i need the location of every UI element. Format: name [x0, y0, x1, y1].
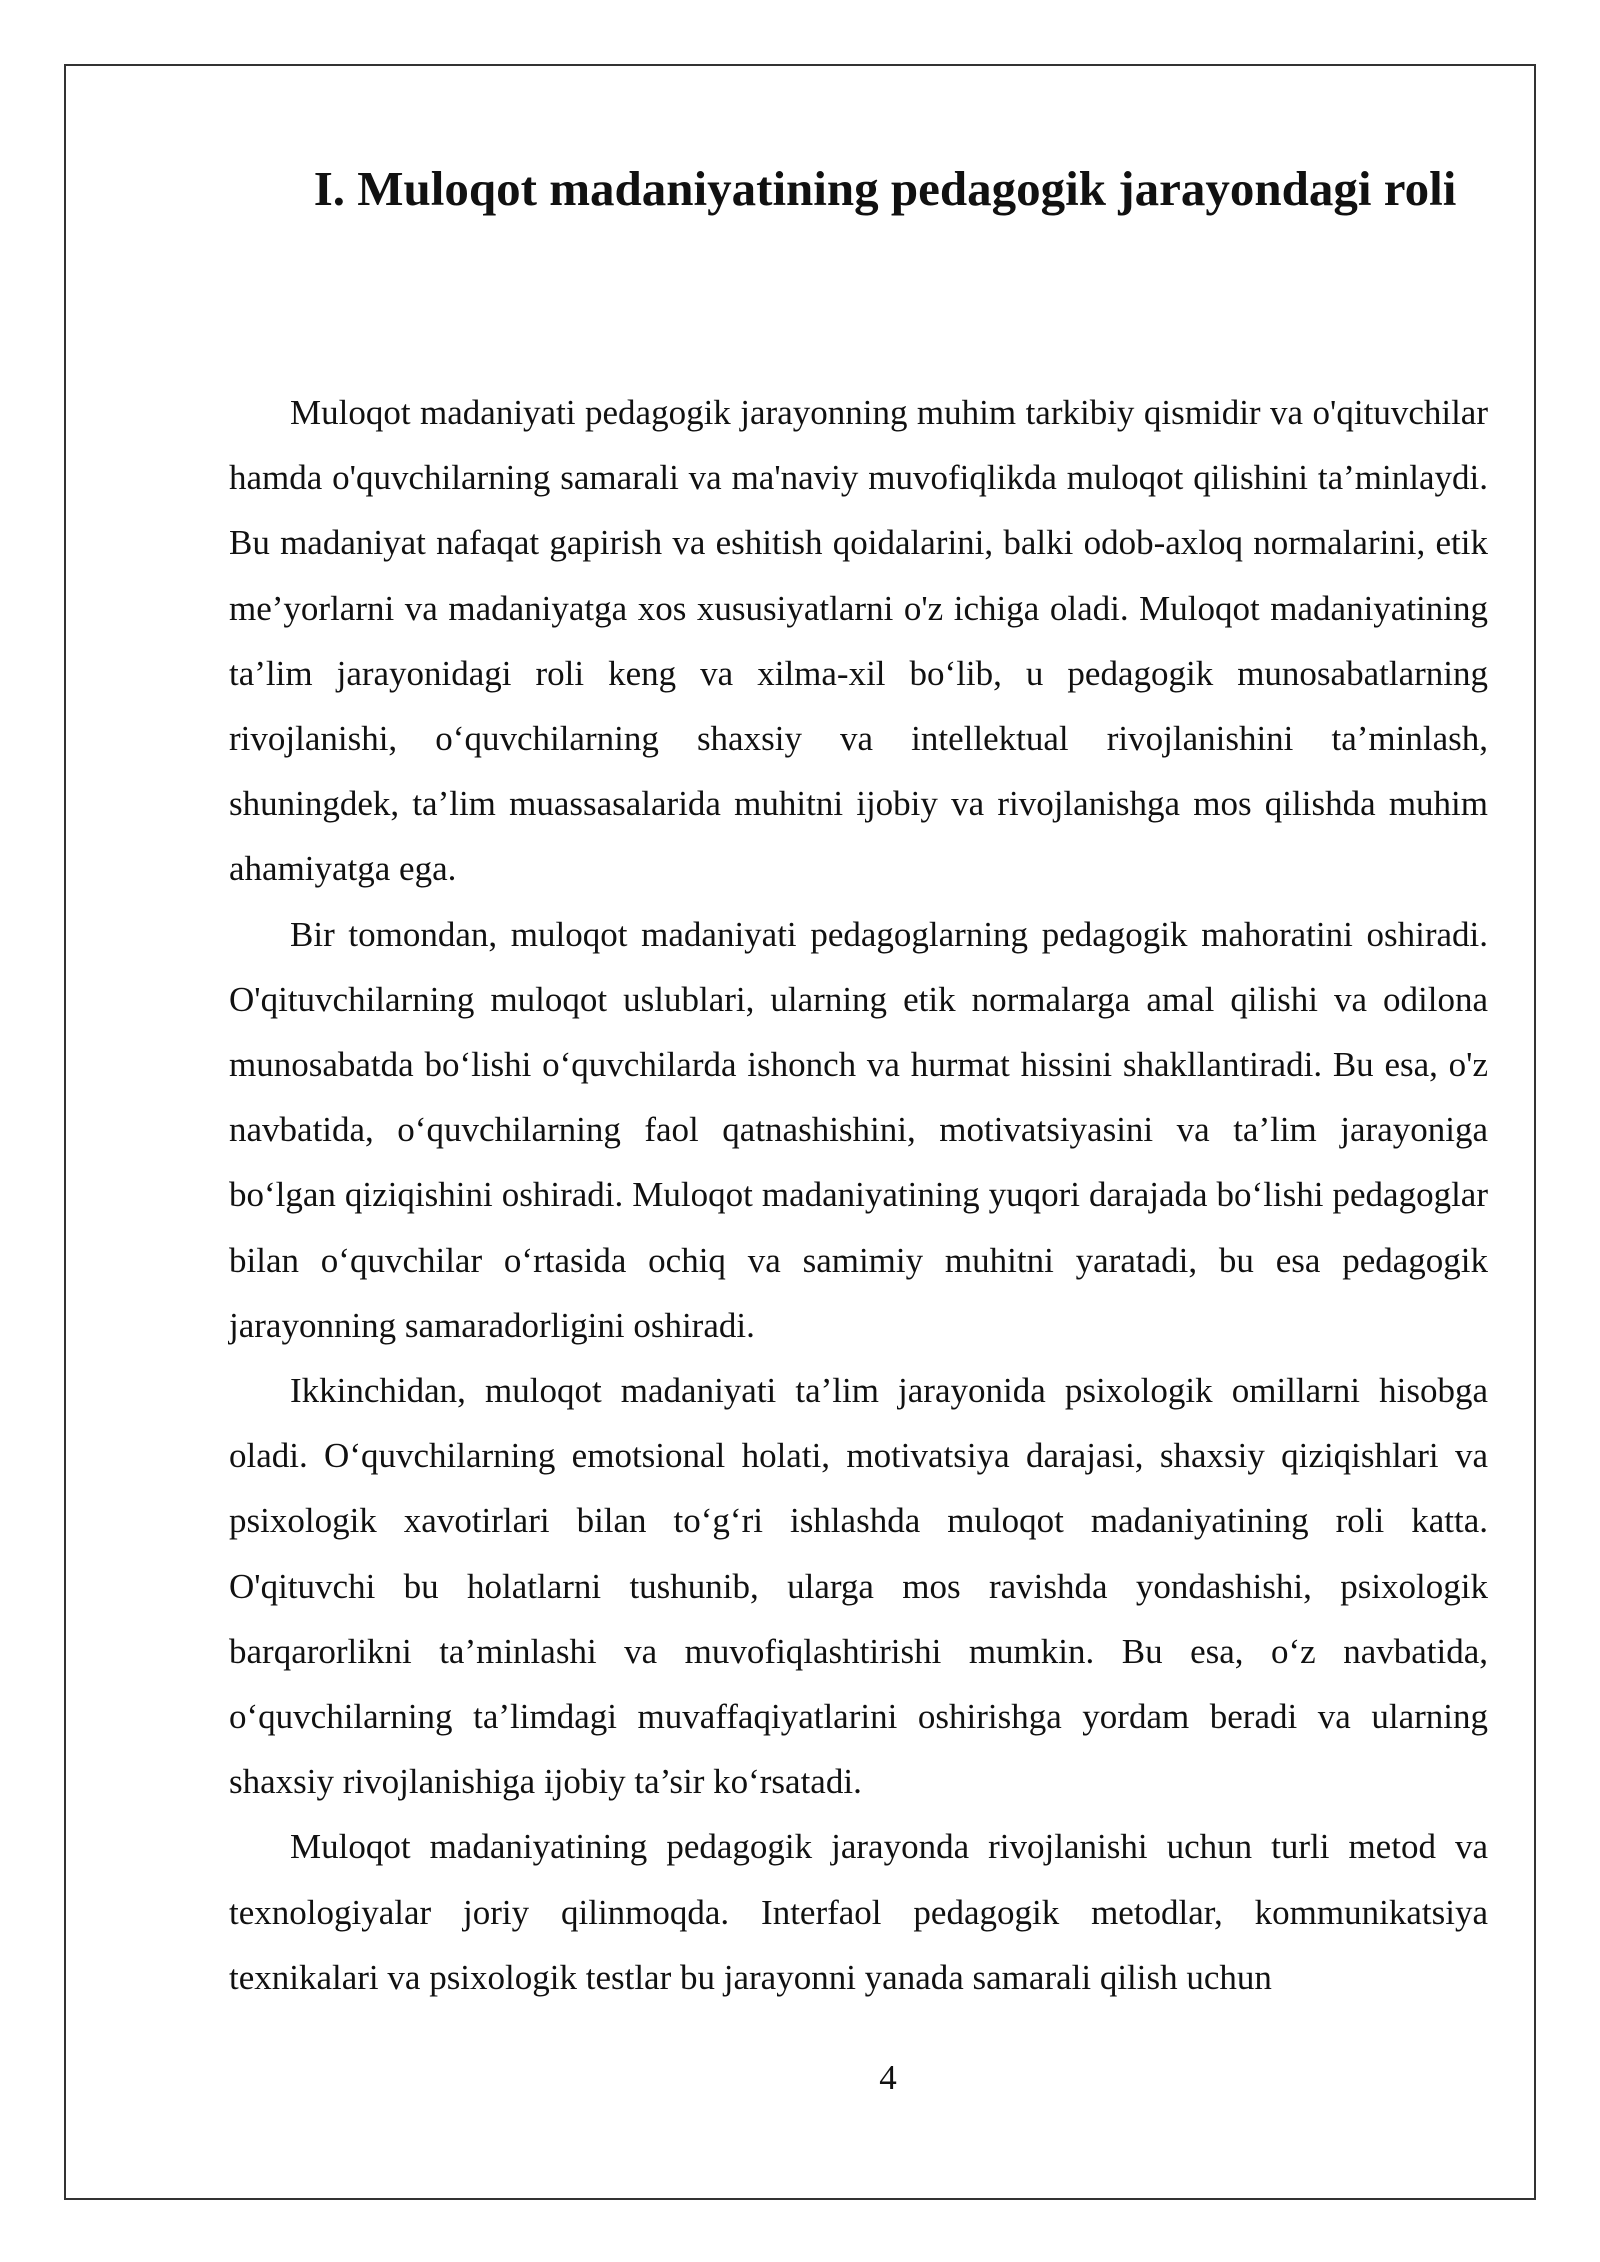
page-title: I. Muloqot madaniyatining pedagogik jarayondagi roli	[313, 161, 1457, 216]
body-text	[229, 380, 1488, 2010]
paragraph-3: Ikkinchidan, muloqot madaniyati ta’lim jarayonida psixologik omillarni hisobga oladi. O‘quvchilarning emotsional holati, motivatsiya darajasi, shaxsiy qiziqishlari va psixologik xavotirlari bilan to‘g‘ri ishlashda muloqot madaniyatining roli katta. O'qituvchi bu holatlarni tushunib, ularga mos ravishda yondashishi, psixologik barqarorlikni ta’minlashi va muvofiqlashtirishi mumkin. Bu esa, o‘z navbatida, o‘quvchilarning ta’limdagi muvaffaqiyatlarini oshirishga yordam beradi va ularning shaxsiy rivojlanishiga ijobiy ta’sir ko‘rsatadi.	[229, 1371, 1488, 1802]
paragraph-2: Bir tomondan, muloqot madaniyati pedagoglarning pedagogik mahoratini oshiradi. O'qituvchilarning muloqot uslublari, ularning etik normalarga amal qilishi va odilona munosabatda bo‘lishi o‘quvchilarda ishonch va hurmat hissini shakllantiradi. Bu esa, o'z navbatida, o‘quvchilarning faol qatnashishini, motivatsiyasini va ta’lim jarayoniga bo‘lgan qiziqishini oshiradi. Muloqot madaniyatining yuqori darajada bo‘lishi pedagoglar bilan o‘quvchilar o‘rtasida ochiq va samimiy muhitni yaratadi, bu esa pedagogik jarayonning samaradorligini oshiradi.	[229, 914, 1488, 1345]
paragraph-4: Muloqot madaniyatining pedagogik jarayonda rivojlanishi uchun turli metod va texnologiyalar joriy qilinmoqda. Interfaol pedagogik metodlar, kommunikatsiya texnikalari va psixologik testlar bu jarayonni yanada samarali qilish uchun	[229, 1827, 1488, 1997]
paragraph-1: Muloqot madaniyati pedagogik jarayonning muhim tarkibiy qismidir va o'qituvchilar hamda o'quvchilarning samarali va ma'naviy muvofiqlikda muloqot qilishini ta’minlaydi. Bu madaniyat nafaqat gapirish va eshitish qoidalarini, balki odob-axloq normalarini, etik me’yorlarni va madaniyatga xos xususiyatlarni o'z ichiga oladi. Muloqot madaniyatining ta’lim jarayonidagi roli keng va xilma-xil bo‘lib, u pedagogik munosabatlarning rivojlanishi, o‘quvchilarning shaxsiy va intellektual rivojlanishini ta’minlash, shuningdek, ta’lim muassasalarida muhitni ijobiy va rivojlanishga mos qilishda muhim ahamiyatga ega.	[229, 393, 1488, 889]
page-number: 4	[879, 2058, 897, 2097]
